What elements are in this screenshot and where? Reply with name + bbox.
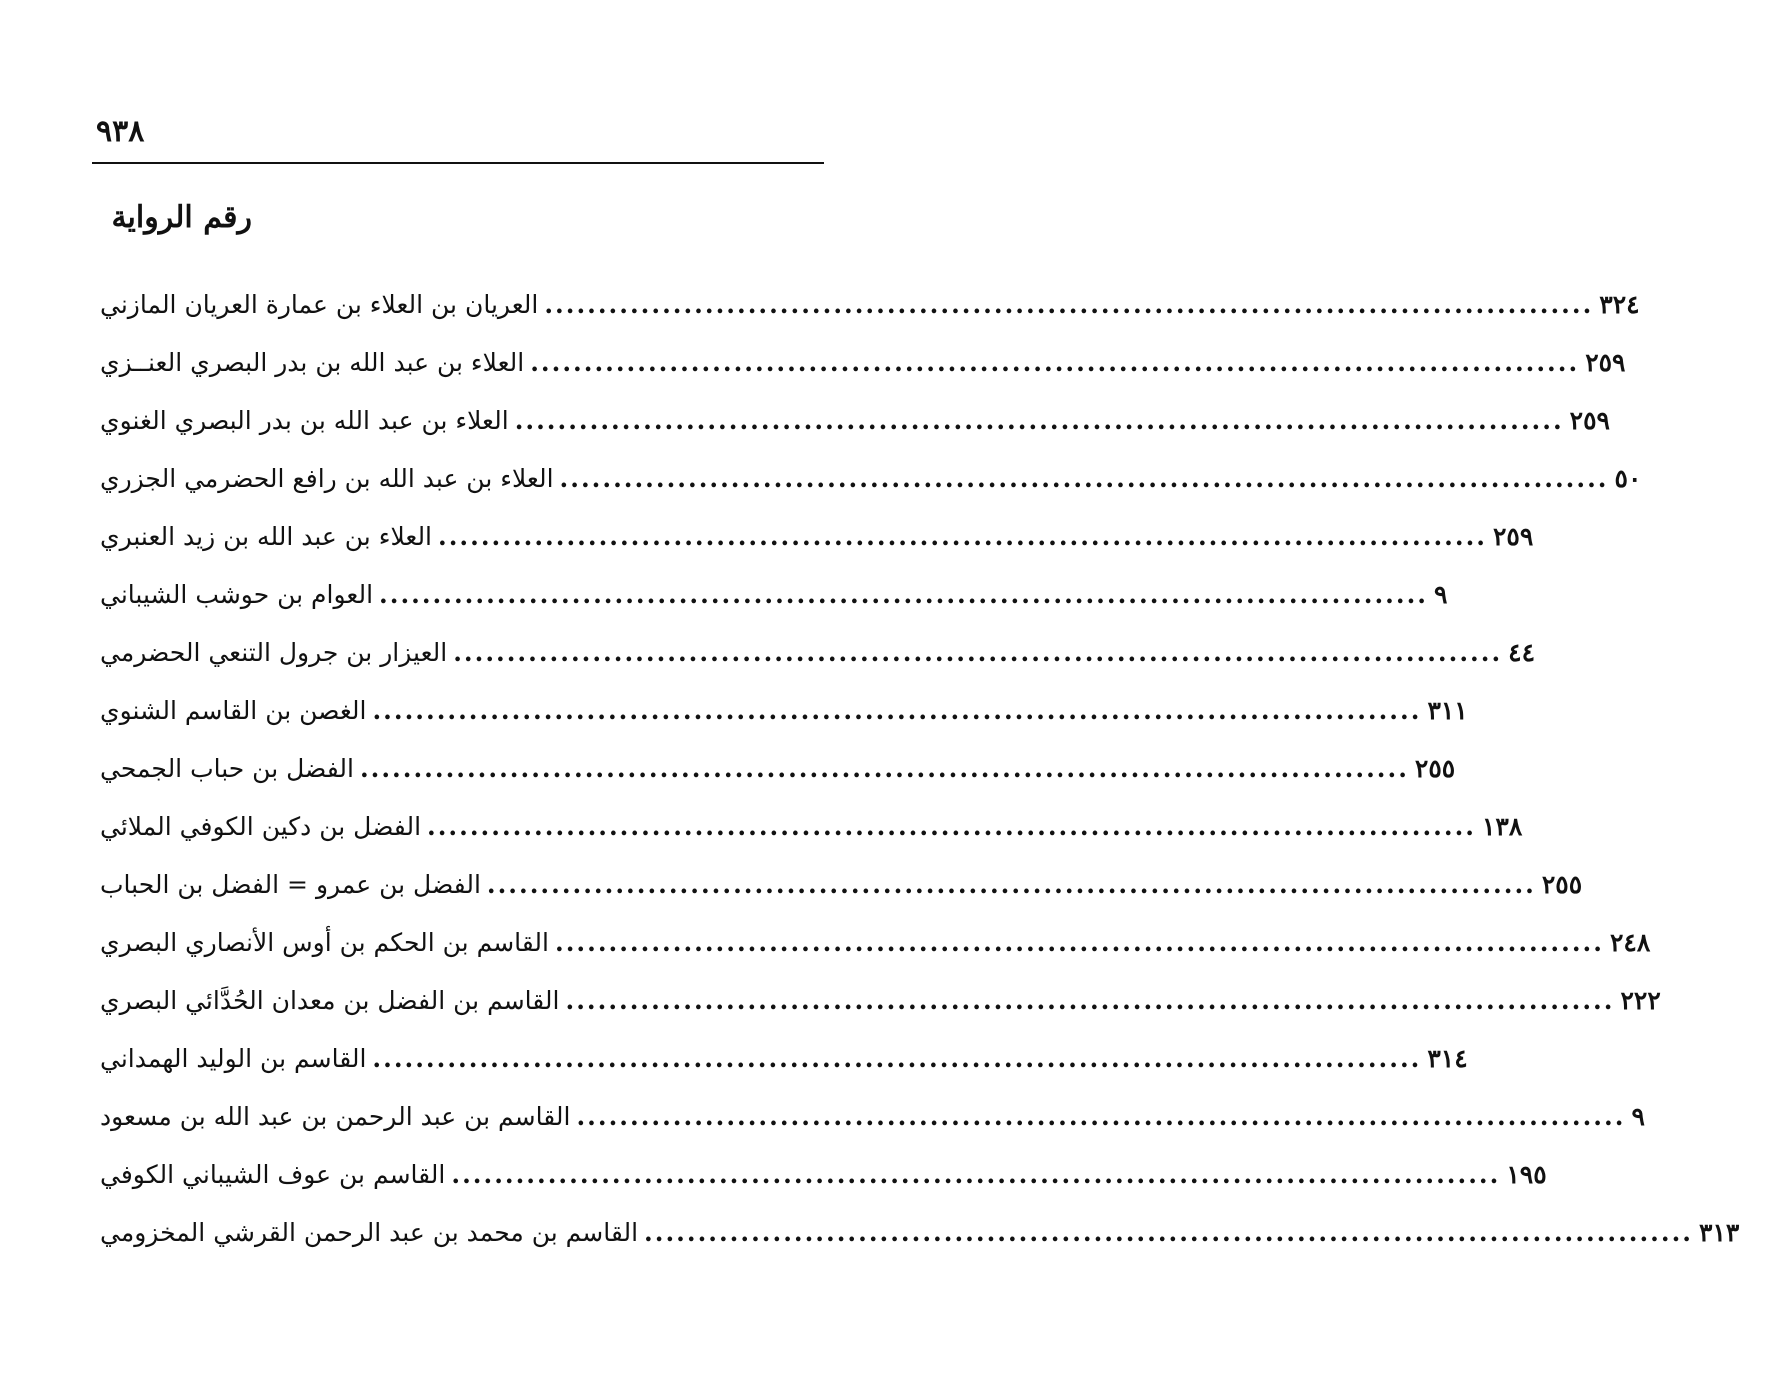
entry-name: القاسم بن الحكم بن أوس الأنصاري البصري (100, 927, 549, 957)
dot-leader: .................................................................................................. (453, 637, 1503, 667)
entry-name: العلاء بن عبد الله بن بدر البصري العنــزي (100, 347, 525, 377)
entry-name: العلاء بن عبد الله بن بدر البصري الغنوي (100, 405, 509, 435)
dot-leader: .................................................................................................. (438, 521, 1487, 551)
dot-leader: .................................................................................................. (576, 1101, 1626, 1131)
entry-name: القاسم بن محمد بن عبد الرحمن القرشي المخزومي (100, 1217, 639, 1247)
entry-name: العريان بن العلاء بن عمارة العريان المازني (100, 289, 539, 319)
index-entry (100, 1145, 1547, 1203)
index-entry (100, 333, 1626, 391)
index-entry (100, 971, 1661, 1029)
dot-leader: .................................................................................................. (514, 405, 1564, 435)
index-entry (100, 391, 1610, 449)
dot-leader: .................................................................................................. (379, 579, 1428, 609)
entry-number: ٩ (1631, 1101, 1645, 1131)
index-entry (100, 1203, 1740, 1261)
index-entry (100, 739, 1456, 797)
entry-name: القاسم بن الوليد الهمداني (100, 1043, 367, 1073)
dot-leader: .................................................................................................. (530, 347, 1580, 377)
entry-number: ٣١١ (1427, 695, 1468, 725)
index-entry (100, 913, 1651, 971)
entry-name: العوام بن حوشب الشيباني (100, 579, 374, 609)
page-number: ٩٣٨ (96, 114, 145, 149)
index-entry (100, 855, 1583, 913)
index-entry (100, 565, 1448, 623)
index-list (100, 275, 1740, 1261)
entry-name: القاسم بن عبد الرحمن بن عبد الله بن مسعود (100, 1101, 571, 1131)
entry-number: ٣١٣ (1699, 1217, 1740, 1247)
index-entry (100, 1029, 1468, 1087)
header-rule (92, 162, 824, 164)
index-entry (100, 797, 1523, 855)
entry-number: ٢٢٢ (1620, 985, 1661, 1015)
entry-number: ٣١٤ (1427, 1043, 1468, 1073)
dot-leader: .................................................................................................. (544, 289, 1594, 319)
index-entry (100, 275, 1640, 333)
entry-number: ٢٥٥ (1541, 869, 1583, 899)
entry-name: الفضل بن حباب الجمحي (100, 753, 354, 783)
dot-leader: .................................................................................................. (451, 1159, 1501, 1189)
dot-leader: .................................................................................................. (427, 811, 1476, 841)
dot-leader: .................................................................................................. (559, 463, 1609, 493)
entry-name: العيزار بن جرول التنعي الحضرمي (100, 637, 448, 667)
column-header: رقم الرواية (111, 200, 252, 235)
entry-number: ٢٥٩ (1492, 521, 1534, 551)
entry-number: ٤٤ (1508, 637, 1536, 667)
entry-number: ٢٥٥ (1414, 753, 1456, 783)
index-entry (100, 1087, 1645, 1145)
entry-name: الغصن بن القاسم الشنوي (100, 695, 367, 725)
entry-number: ٢٥٩ (1569, 405, 1610, 435)
entry-number: ٢٤٨ (1609, 927, 1651, 957)
entry-number: ١٩٥ (1506, 1159, 1547, 1189)
entry-number: ١٣٨ (1481, 811, 1523, 841)
dot-leader: .................................................................................................. (555, 927, 1604, 957)
index-entry (100, 681, 1468, 739)
dot-leader: .................................................................................................. (486, 869, 1536, 899)
entry-number: ٩ (1434, 579, 1448, 609)
entry-number: ٣٢٤ (1599, 289, 1640, 319)
dot-leader: .................................................................................................. (372, 695, 1422, 725)
entry-name: القاسم بن الفضل بن معدان الحُدَّائي البصري (100, 985, 560, 1015)
index-entry (100, 623, 1536, 681)
dot-leader: .................................................................................................. (644, 1217, 1694, 1247)
entry-name: الفضل بن عمرو = الفضل بن الحباب (100, 869, 481, 899)
entry-name: العلاء بن عبد الله بن رافع الحضرمي الجزري (100, 463, 554, 493)
entry-name: القاسم بن عوف الشيباني الكوفي (100, 1159, 446, 1189)
entry-name: الفضل بن دكين الكوفي الملائي (100, 811, 422, 841)
dot-leader: .................................................................................................. (565, 985, 1615, 1015)
entry-number: ٥٠ (1614, 463, 1642, 493)
dot-leader: .................................................................................................. (372, 1043, 1422, 1073)
entry-name: العلاء بن عبد الله بن زيد العنبري (100, 521, 433, 551)
dot-leader: .................................................................................................. (359, 753, 1409, 783)
index-entry (100, 449, 1642, 507)
index-entry (100, 507, 1534, 565)
entry-number: ٢٥٩ (1585, 347, 1626, 377)
